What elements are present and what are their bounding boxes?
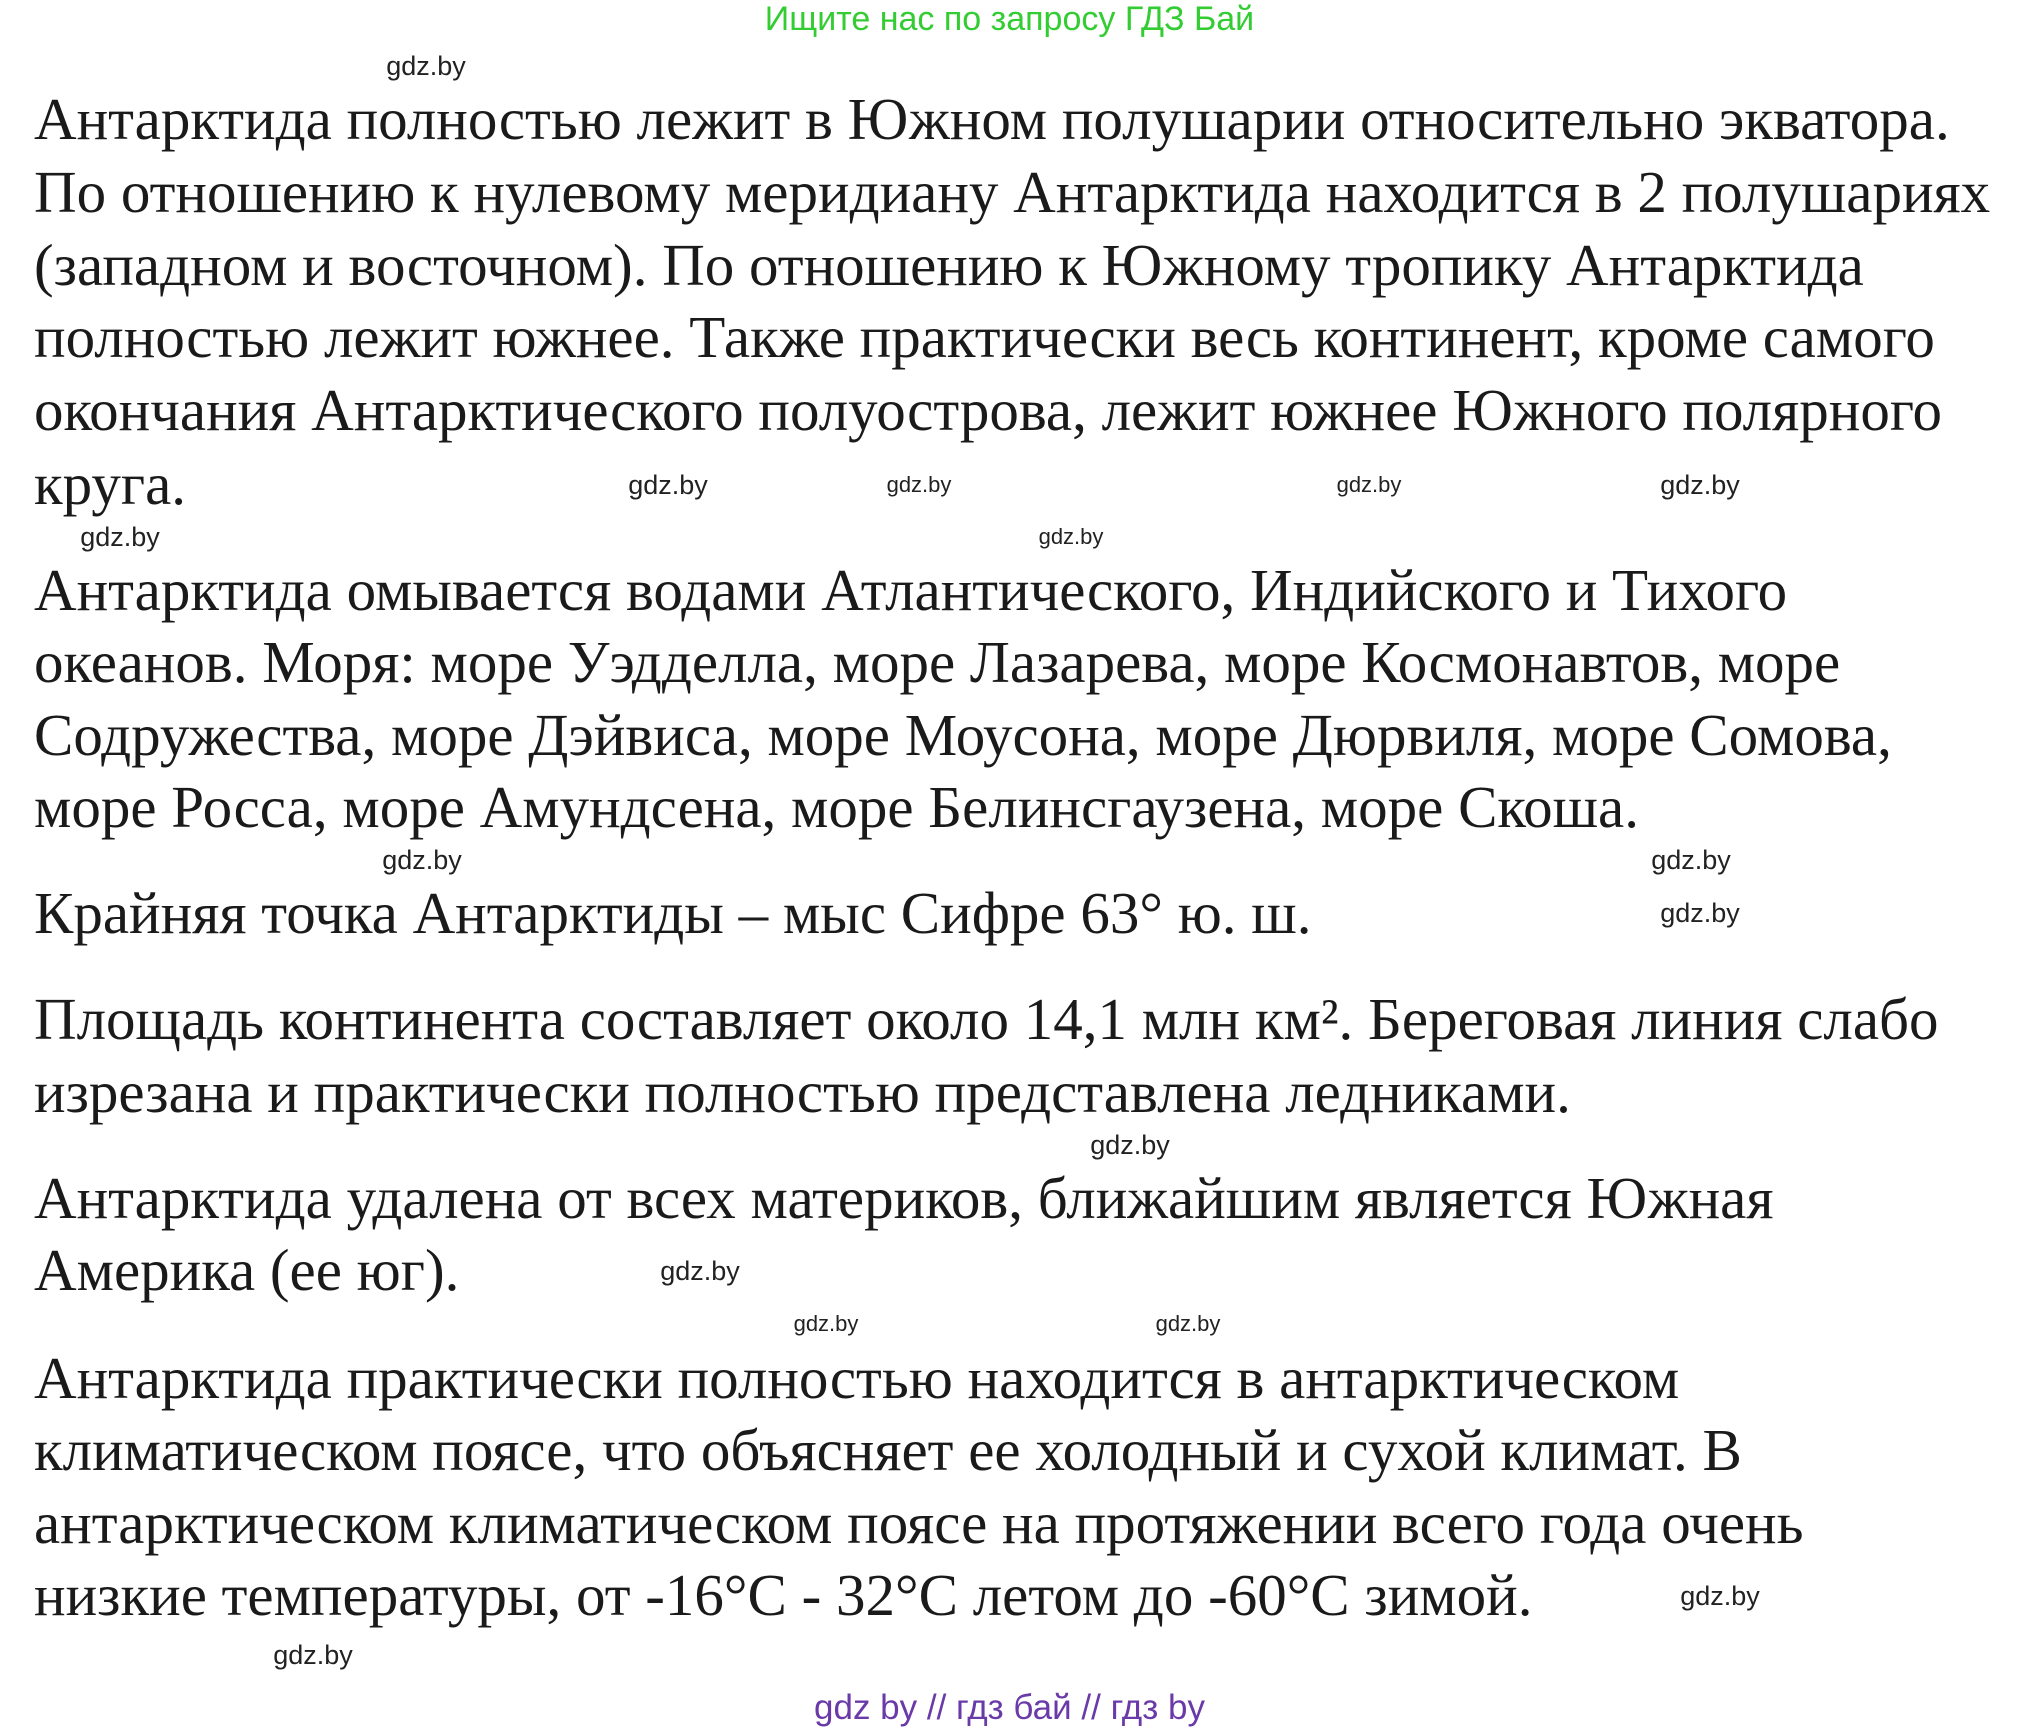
watermark: gdz.by	[1038, 524, 1104, 549]
text-line: Америка (ее юг).	[34, 1237, 460, 1303]
text-line: По отношению к нулевому меридиану Антарктида находится в 2 полушариях	[34, 159, 1991, 225]
text-line: Содружества, море Дэйвиса, море Моусона, море Дюрвиля, море Сомова,	[34, 702, 1892, 768]
watermark: gdz.by	[80, 522, 160, 552]
watermark: gdz.by	[1090, 1130, 1170, 1160]
footer-links: gdz by // гдз бай // гдз by	[814, 1688, 1205, 1727]
watermark: gdz.by	[1660, 898, 1740, 928]
watermark: gdz.by	[382, 845, 462, 875]
watermark: gdz.by	[628, 470, 708, 500]
watermark: gdz.by	[386, 51, 466, 81]
watermark: gdz.by	[1660, 470, 1740, 500]
text-line: низкие температуры, от -16°С - 32°С летом до -60°С зимой.	[34, 1562, 1533, 1628]
text-line: Антарктида полностью лежит в Южном полушарии относительно экватора.	[34, 86, 1950, 152]
watermark: gdz.by	[660, 1256, 740, 1286]
watermark: gdz.by	[1651, 845, 1731, 875]
text-line: окончания Антарктического полуострова, лежит южнее Южного полярного	[34, 377, 1943, 443]
text-line: Крайняя точка Антарктиды – мыс Сифре 63° ю. ш.	[34, 880, 1312, 946]
watermark: gdz.by	[793, 1311, 859, 1336]
text-line: Антарктида омывается водами Атлантического, Индийского и Тихого	[34, 557, 1788, 623]
text-line: полностью лежит южнее. Также практически весь континент, кроме самого	[34, 304, 1935, 370]
text-line: Антарктида удалена от всех материков, ближайшим является Южная	[34, 1165, 1774, 1231]
text-line: изрезана и практически полностью представлена ледниками.	[34, 1059, 1571, 1125]
text-line: Площадь континента составляет около 14,1 млн км². Береговая линия слабо	[34, 986, 1939, 1052]
watermark: gdz.by	[886, 472, 952, 497]
text-line: климатическом поясе, что объясняет ее холодный и сухой климат. В	[34, 1417, 1742, 1483]
watermark: gdz.by	[1680, 1581, 1760, 1611]
watermark: gdz.by	[1155, 1311, 1221, 1336]
watermark: gdz.by	[273, 1640, 353, 1670]
search-hint-banner: Ищите нас по запросу ГДЗ Бай	[764, 0, 1255, 38]
text-line: антарктическом климатическом поясе на протяжении всего года очень	[34, 1490, 1804, 1556]
watermark: gdz.by	[1336, 472, 1402, 497]
text-line: океанов. Моря: море Уэдделла, море Лазарева, море Космонавтов, море	[34, 629, 1841, 695]
text-line: (западном и восточном). По отношению к Южному тропику Антарктида	[34, 232, 1864, 298]
text-line: море Росса, море Амундсена, море Белинсгаузена, море Скоша.	[34, 774, 1639, 840]
text-line: круга.	[34, 451, 187, 517]
text-line: Антарктида практически полностью находится в антарктическом	[34, 1345, 1680, 1411]
